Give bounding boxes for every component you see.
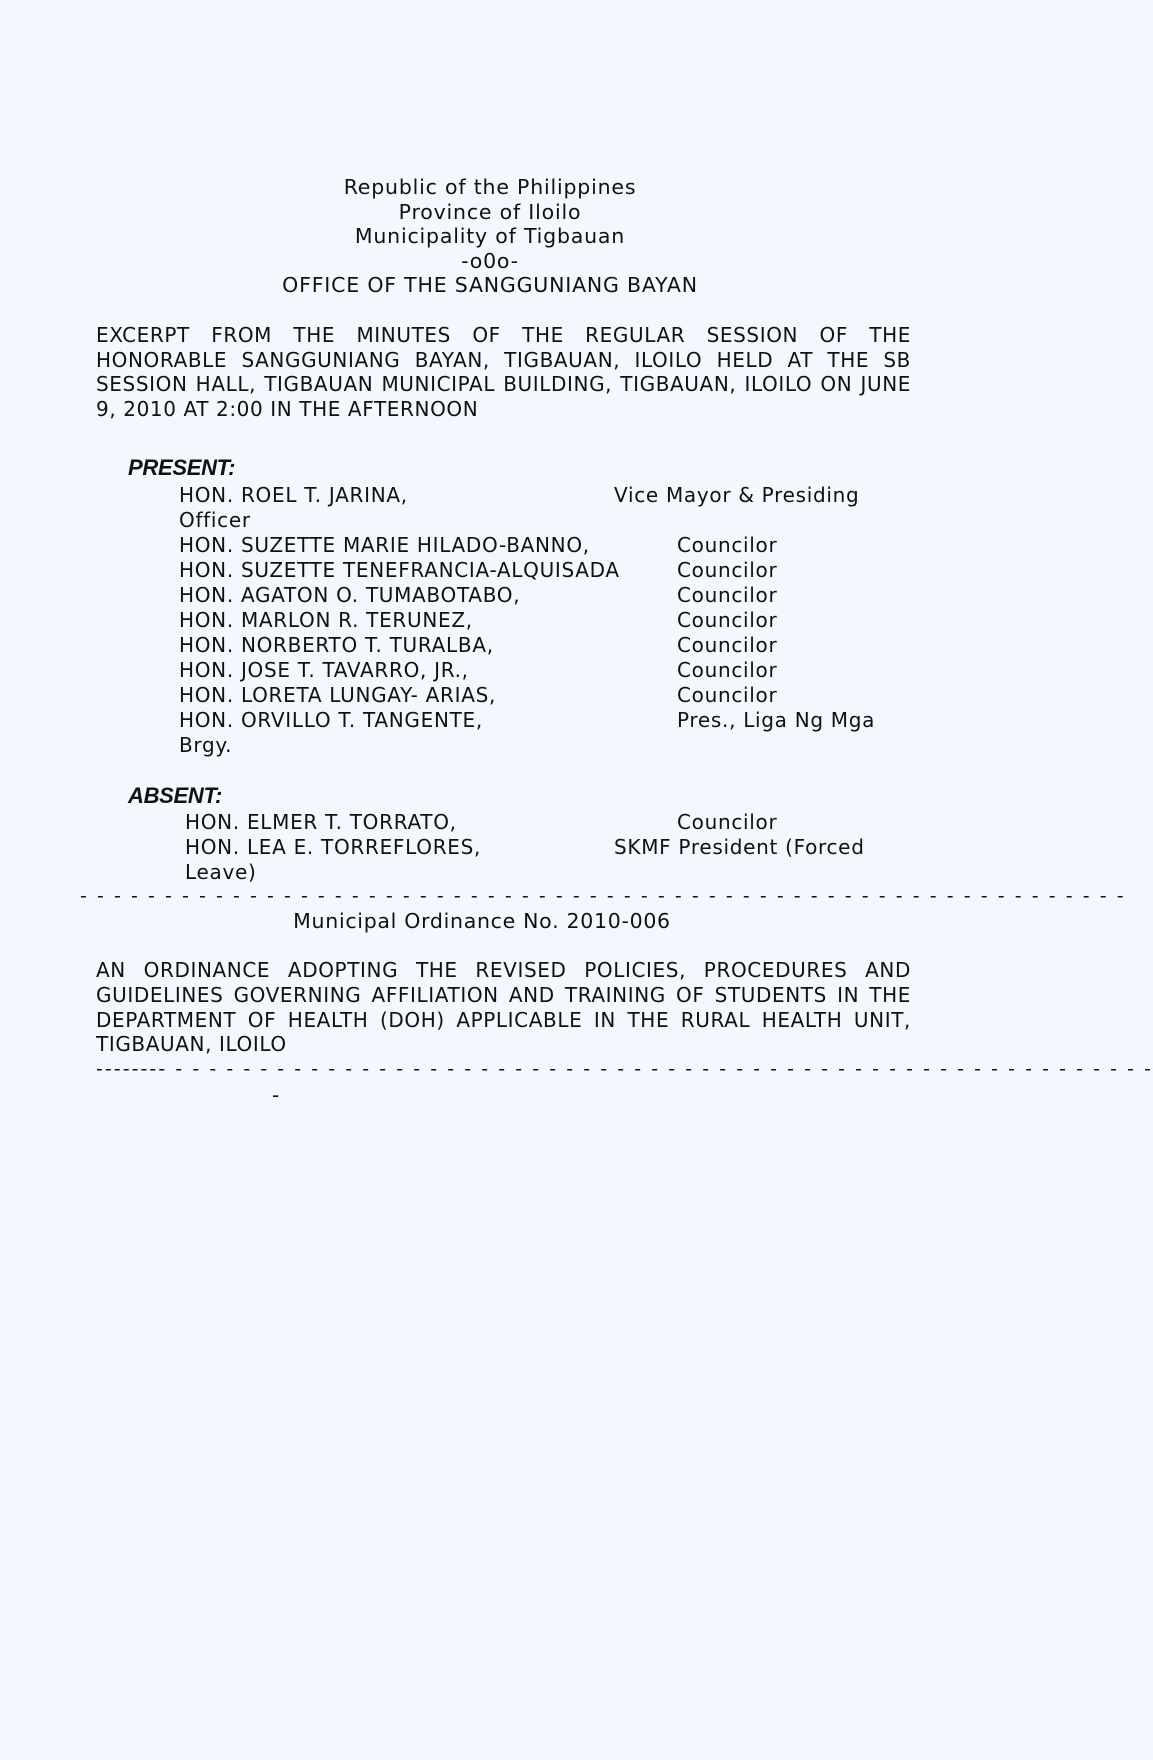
- member-position: Councilor: [677, 810, 778, 834]
- member-name: HON. SUZETTE TENEFRANCIA-ALQUISADA: [179, 558, 620, 582]
- separator-line: -------- - - - - - - - - - - - - - - - - - - - - - - - - - - - - - - - - - - - - - - - - - - - - - - - - - - - - - - - - - -: [96, 1058, 1153, 1080]
- present-members: [179, 483, 899, 758]
- member-position-continued: Officer: [179, 508, 251, 532]
- member-position: Councilor: [677, 658, 778, 682]
- member-name: HON. NORBERTO T. TURALBA,: [179, 633, 494, 657]
- member-name: HON. LORETA LUNGAY- ARIAS,: [179, 683, 497, 707]
- member-name: HON. MARLON R. TERUNEZ,: [179, 608, 473, 632]
- header-municipality: Municipality of Tigbauan: [354, 224, 626, 249]
- document-header: [0, 175, 980, 298]
- member-name: HON. SUZETTE MARIE HILADO-BANNO,: [179, 533, 590, 557]
- member-position-continued: Leave): [185, 860, 257, 884]
- header-ornament: -o0o-: [461, 248, 519, 273]
- member-position: SKMF President (Forced: [614, 835, 865, 859]
- absent-label: ABSENT:: [128, 783, 223, 808]
- member-name: HON. ELMER T. TORRATO,: [185, 810, 457, 834]
- member-name: HON. ORVILLO T. TANGENTE,: [179, 708, 483, 732]
- member-position-continued: Brgy.: [179, 733, 233, 757]
- member-row: [179, 533, 899, 558]
- present-label: PRESENT:: [128, 455, 236, 480]
- ordinance-title: AN ORDINANCE ADOPTING THE REVISED POLICIES, PROCEDURES AND GUIDELINES GOVERNING AFFILIATION AND TRAINING OF STUDENTS IN THE DEPARTMENT OF HEALTH (DOH) APPLICABLE IN THE RURAL HEALTH UNIT, TIGBAUAN, ILOILO: [96, 958, 911, 1057]
- member-row: [179, 483, 899, 533]
- minutes-excerpt: EXCERPT FROM THE MINUTES OF THE REGULAR SESSION OF THE HONORABLE SANGGUNIANG BAYAN, TIGBAUAN, ILOILO HELD AT THE SB SESSION HALL, TIGBAUAN MUNICIPAL BUILDING, TIGBAUAN, ILOILO ON JUNE 9, 2010 AT 2:00 IN THE AFTERNOON: [96, 323, 911, 421]
- member-position: Councilor: [677, 558, 778, 582]
- header-province: Province of Iloilo: [398, 199, 582, 224]
- member-row: [185, 835, 905, 885]
- member-name: HON. ROEL T. JARINA,: [179, 483, 408, 507]
- trailing-dash: -: [272, 1083, 280, 1107]
- member-row: [179, 683, 899, 708]
- member-row: [179, 658, 899, 683]
- ordinance-number: Municipal Ordinance No. 2010-006: [293, 909, 671, 933]
- member-row: [179, 633, 899, 658]
- separator-line: - - - - - - - - - - - - - - - - - - - - - - - - - - - - - - - - - - - - - - - - - - - - - - - - - - - - - - - - - - - - - -: [80, 885, 1126, 907]
- member-position: Vice Mayor & Presiding: [614, 483, 860, 507]
- member-row: [179, 708, 899, 758]
- header-office: OFFICE OF THE SANGGUNIANG BAYAN: [282, 273, 698, 298]
- member-position: Councilor: [677, 633, 778, 657]
- member-name: HON. AGATON O. TUMABOTABO,: [179, 583, 521, 607]
- member-row: [179, 608, 899, 633]
- member-position: Councilor: [677, 683, 778, 707]
- member-row: [179, 558, 899, 583]
- member-name: HON. LEA E. TORREFLORES,: [185, 835, 482, 859]
- absent-members: [185, 810, 905, 885]
- member-position: Councilor: [677, 583, 778, 607]
- member-name: HON. JOSE T. TAVARRO, JR.,: [179, 658, 469, 682]
- member-position: Councilor: [677, 533, 778, 557]
- member-row: [185, 810, 905, 835]
- header-republic: Republic of the Philippines: [343, 175, 637, 199]
- member-row: [179, 583, 899, 608]
- member-position: Councilor: [677, 608, 778, 632]
- member-position: Pres., Liga Ng Mga: [677, 708, 876, 732]
